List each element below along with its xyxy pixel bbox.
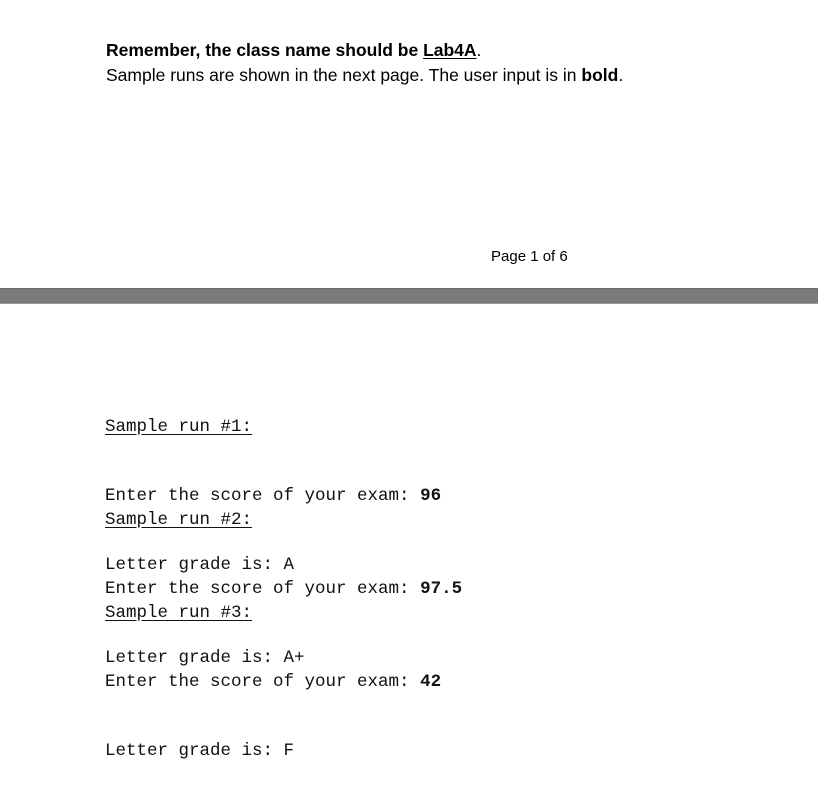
sample-run-heading: Sample run #2:: [105, 510, 253, 530]
intro-text: [106, 38, 623, 88]
sample-run-heading: Sample run #1:: [105, 417, 253, 437]
sample-run-heading: Sample run #3:: [105, 603, 253, 623]
sample-run-prompt: Enter the score of your exam:: [105, 486, 421, 506]
sample-run-user-input: 97.5: [420, 579, 463, 599]
sample-note-period: .: [618, 65, 624, 85]
sample-run-prompt: Enter the score of your exam:: [105, 579, 421, 599]
bold-word: bold: [581, 65, 619, 85]
class-name: Lab4A: [423, 40, 477, 60]
sample-runs-note: [106, 63, 623, 88]
sample-run-user-input: 96: [420, 486, 442, 506]
page-separator: [0, 288, 818, 304]
document-page-1: [0, 0, 818, 288]
sample-run-prompt: Enter the score of your exam:: [105, 672, 421, 692]
sample-run-prompt-line: [105, 671, 441, 694]
page-number: Page 1 of 6: [491, 248, 568, 265]
sample-run-user-input: 42: [420, 672, 442, 692]
reminder-bold-text: Remember, the class name should be: [106, 40, 424, 60]
sample-run-3: [105, 556, 441, 809]
document-page-2: [0, 304, 818, 761]
sample-run-result: Letter grade is: A+: [105, 648, 305, 668]
reminder-period: .: [476, 40, 482, 60]
sample-note-text: Sample runs are shown in the next page. The user input is in: [106, 65, 582, 85]
sample-run-result: Letter grade is: A: [105, 555, 295, 575]
sample-run-result: Letter grade is: F: [105, 741, 295, 761]
class-name-reminder: [106, 38, 623, 63]
